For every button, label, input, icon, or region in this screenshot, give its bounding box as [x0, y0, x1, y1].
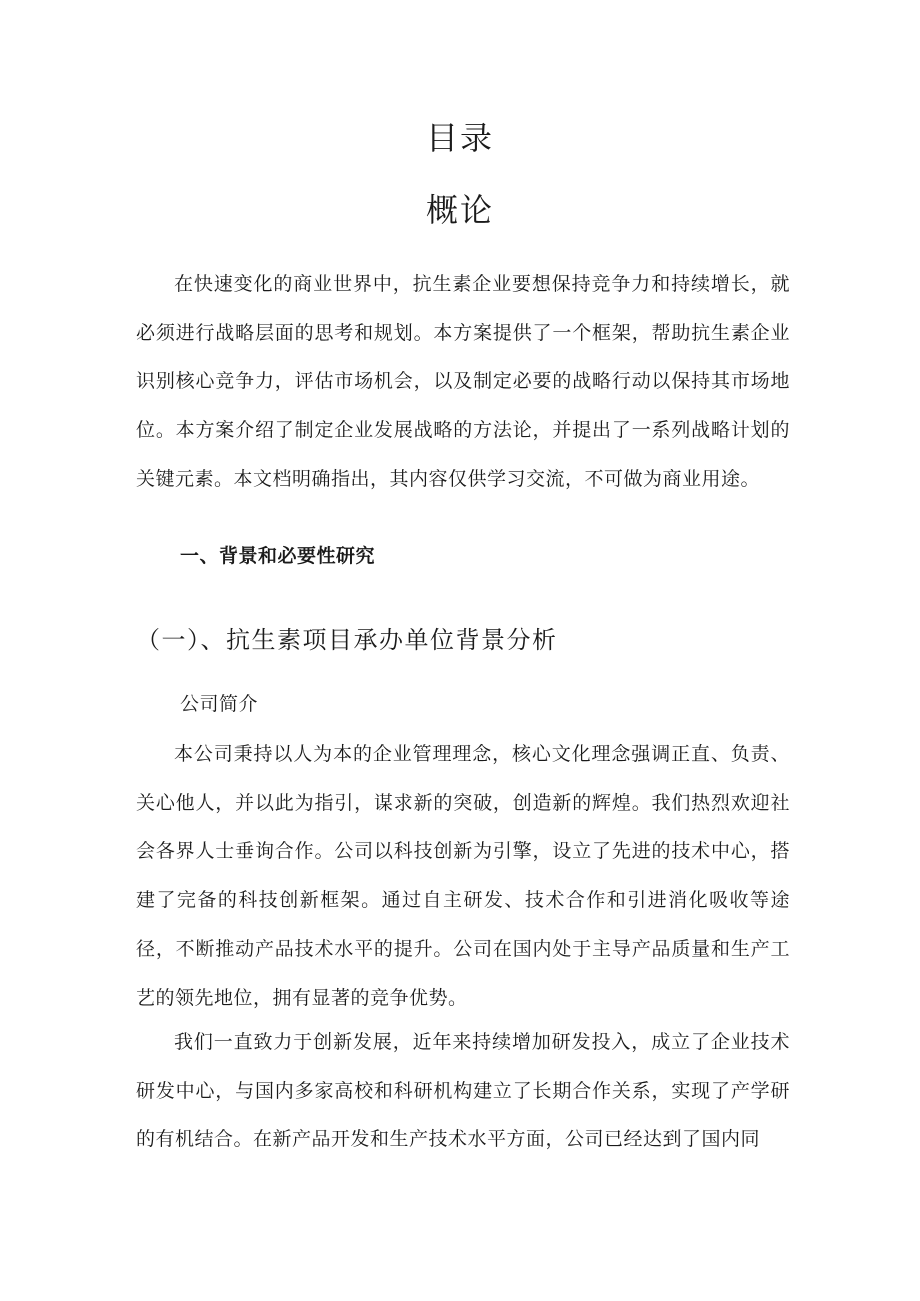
section-heading-background: 一、背景和必要性研究: [180, 545, 376, 567]
intro-paragraph: 在快速变化的商业世界中，抗生素企业要想保持竞争力和持续增长，就必须进行战略层面的思考和规划。本方案提供了一个框架，帮助抗生素企业识别核心竞争力，评估市场机会，以及制定必要的战略行动以保持其市场地位。本方案介绍了制定企业发展战略的方法论，并提出了一系列战略计划的关键元素。本文档明确指出，其内容仅供学习交流，不可做为商业用途。: [136, 273, 790, 490]
toc-title: 目录: [425, 119, 494, 157]
company-intro-heading: 公司简介: [180, 693, 259, 715]
overview-title: 概论: [425, 191, 494, 229]
innovation-paragraph: 我们一直致力于创新发展，近年来持续增加研发投入，成立了企业技术研发中心，与国内多家高校和科研机构建立了长期合作关系，实现了产学研的有机结合。在新产品开发和生产技术水平方面，公司已经达到了国内同: [136, 1031, 790, 1151]
subsection-heading-sponsor-analysis: （一）、抗生素项目承办单位背景分析: [136, 626, 558, 654]
company-paragraph: 本公司秉持以人为本的企业管理理念，核心文化理念强调正直、负责、关心他人，并以此为指引，谋求新的突破，创造新的辉煌。我们热烈欢迎社会各界人士垂询合作。公司以科技创新为引擎，设立了先进的技术中心，搭建了完备的科技创新框架。通过自主研发、技术合作和引进消化吸收等途径，不断推动产品技术水平的提升。公司在国内处于主导产品质量和生产工艺的领先地位，拥有显著的竞争优势。: [136, 743, 790, 1009]
